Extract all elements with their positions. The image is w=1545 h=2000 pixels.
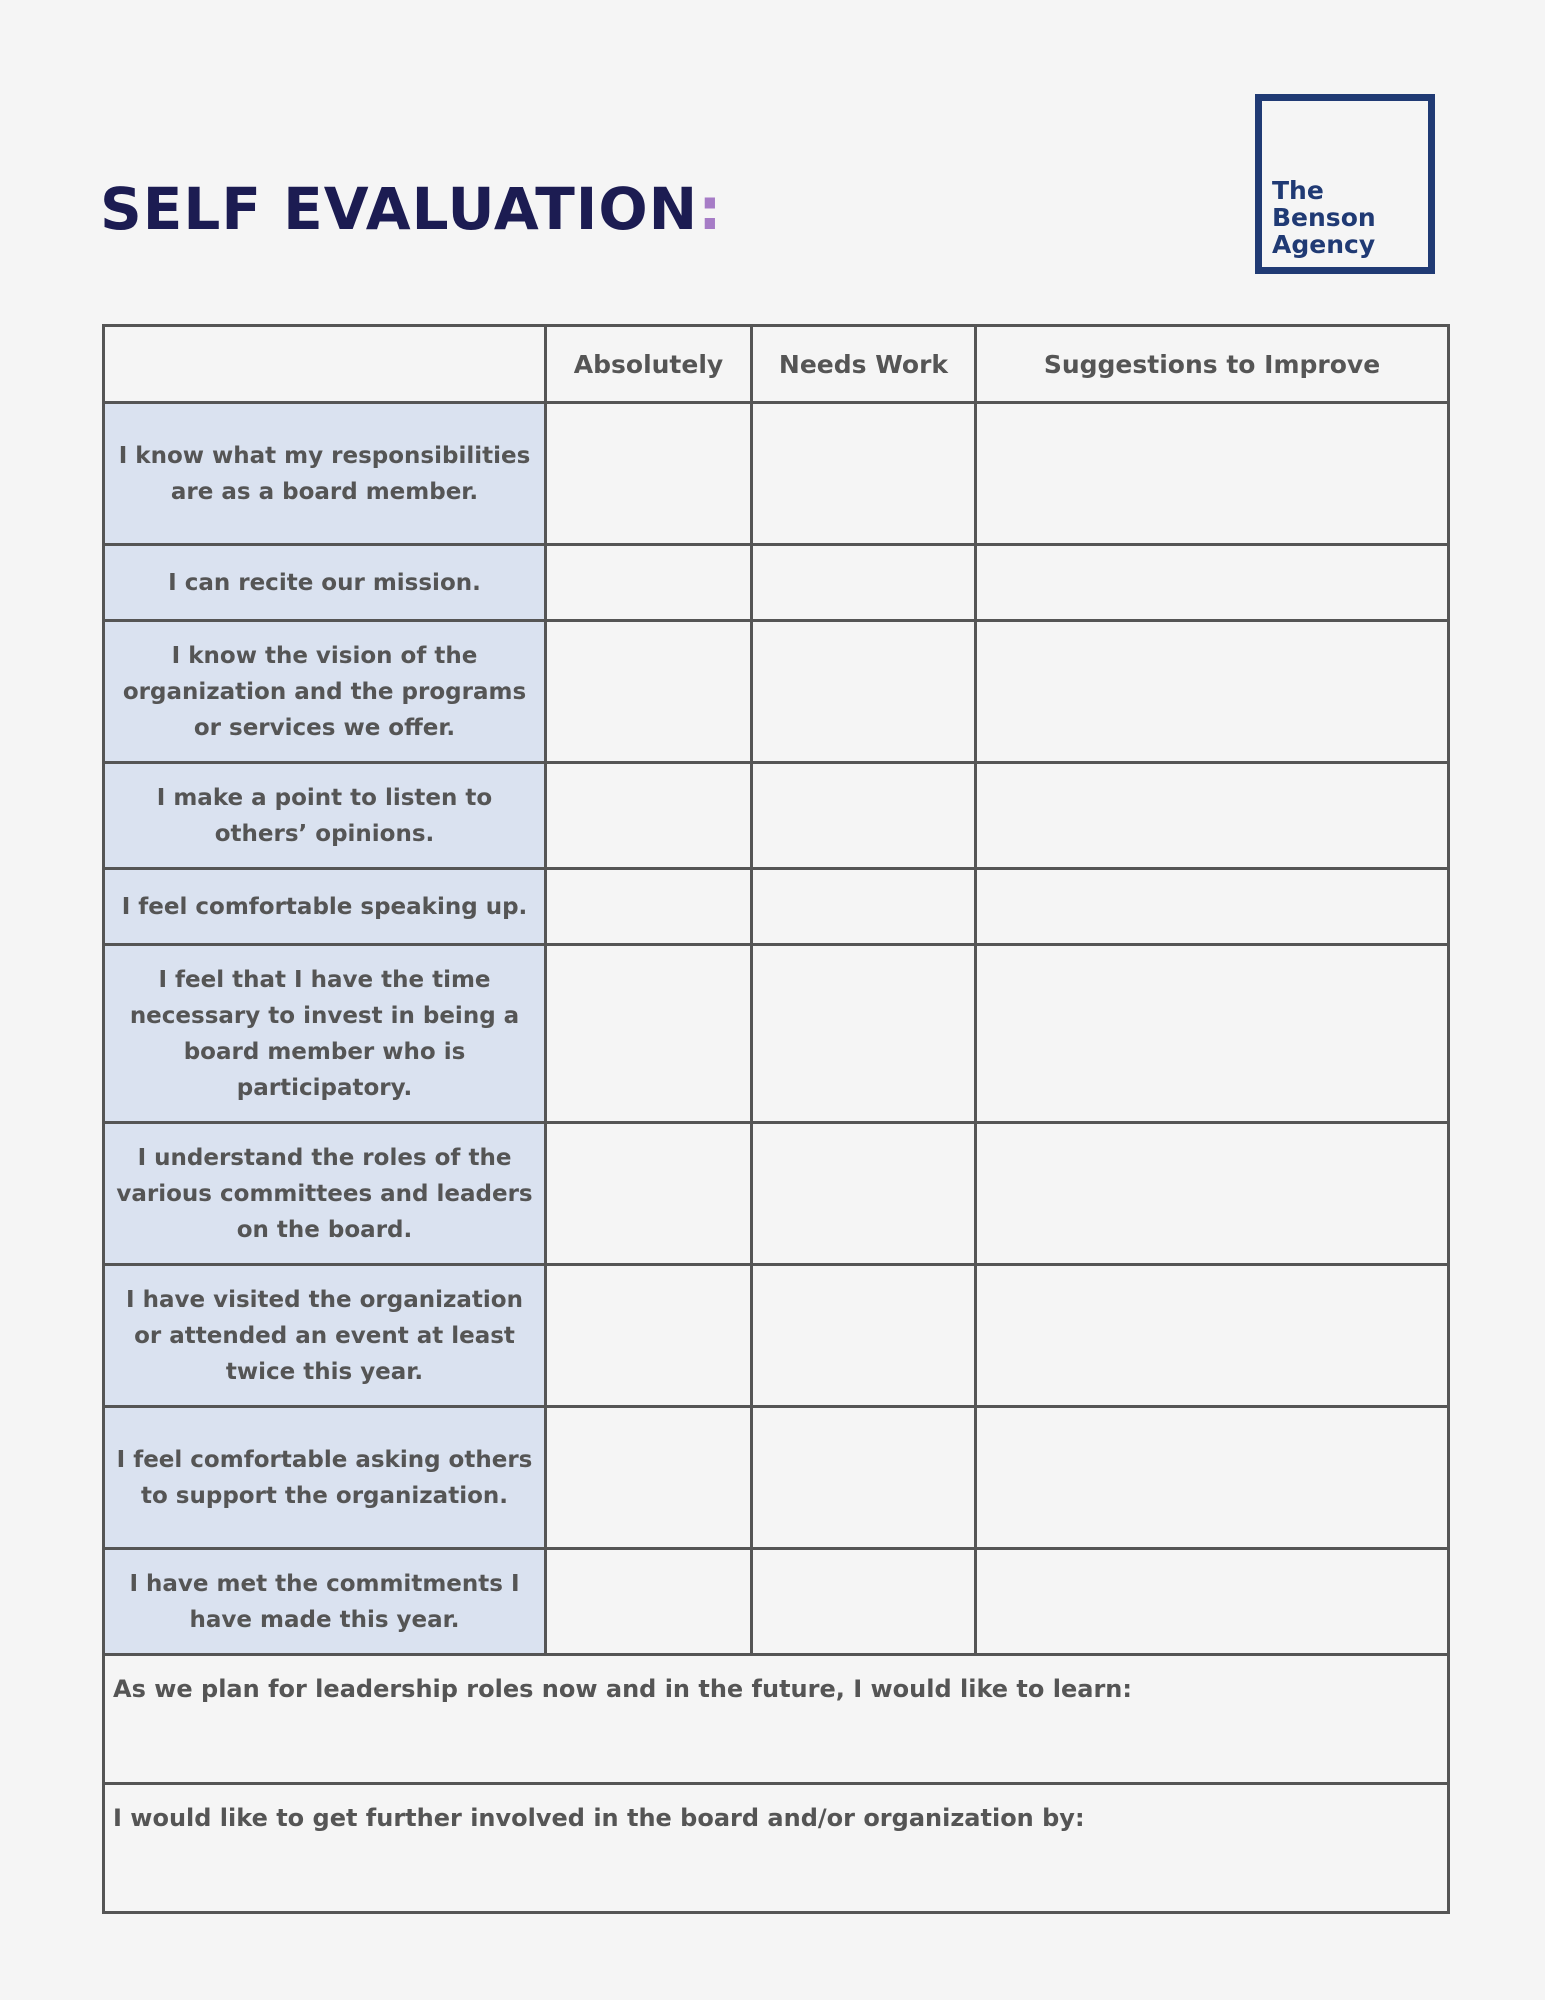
absolutely-cell[interactable] bbox=[546, 869, 752, 945]
needs-work-cell[interactable] bbox=[752, 1123, 976, 1265]
statement-cell: I make a point to listen to others’ opinions. bbox=[104, 763, 546, 869]
further-involvement-field[interactable]: I would like to get further involved in the board and/or organization by: bbox=[104, 1784, 1449, 1913]
leadership-learn-field[interactable]: As we plan for leadership roles now and in the future, I would like to learn: bbox=[104, 1655, 1449, 1784]
statement-cell: I feel comfortable speaking up. bbox=[104, 869, 546, 945]
absolutely-cell[interactable] bbox=[546, 1407, 752, 1549]
suggestions-cell[interactable] bbox=[976, 1265, 1449, 1407]
further-involvement-row bbox=[104, 1784, 1449, 1913]
table-row bbox=[104, 945, 1449, 1123]
table-row bbox=[104, 1265, 1449, 1407]
statement-cell: I have visited the organization or attended an event at least twice this year. bbox=[104, 1265, 546, 1407]
statement-cell: I understand the roles of the various committees and leaders on the board. bbox=[104, 1123, 546, 1265]
needs-work-cell[interactable] bbox=[752, 945, 976, 1123]
statement-cell: I have met the commitments I have made this year. bbox=[104, 1549, 546, 1655]
absolutely-cell[interactable] bbox=[546, 1265, 752, 1407]
needs-work-cell[interactable] bbox=[752, 1407, 976, 1549]
suggestions-cell[interactable] bbox=[976, 1549, 1449, 1655]
table-row bbox=[104, 1407, 1449, 1549]
suggestions-cell[interactable] bbox=[976, 763, 1449, 869]
self-evaluation-table bbox=[102, 324, 1450, 1914]
benson-agency-logo bbox=[1255, 94, 1435, 274]
title-colon: : bbox=[698, 175, 723, 243]
suggestions-cell[interactable] bbox=[976, 945, 1449, 1123]
logo-text bbox=[1272, 177, 1376, 258]
suggestions-cell[interactable] bbox=[976, 1407, 1449, 1549]
page-title bbox=[100, 175, 723, 243]
needs-work-cell[interactable] bbox=[752, 1549, 976, 1655]
needs-work-cell[interactable] bbox=[752, 1265, 976, 1407]
absolutely-cell[interactable] bbox=[546, 621, 752, 763]
absolutely-cell[interactable] bbox=[546, 1123, 752, 1265]
header-absolutely: Absolutely bbox=[546, 326, 752, 403]
logo-line-3: Agency bbox=[1272, 230, 1376, 259]
needs-work-cell[interactable] bbox=[752, 869, 976, 945]
statement-cell: I can recite our mission. bbox=[104, 545, 546, 621]
absolutely-cell[interactable] bbox=[546, 403, 752, 545]
statement-cell: I feel comfortable asking others to support the organization. bbox=[104, 1407, 546, 1549]
header-needs-work: Needs Work bbox=[752, 326, 976, 403]
suggestions-cell[interactable] bbox=[976, 1123, 1449, 1265]
statement-cell: I feel that I have the time necessary to invest in being a board member who is participatory. bbox=[104, 945, 546, 1123]
suggestions-cell[interactable] bbox=[976, 869, 1449, 945]
absolutely-cell[interactable] bbox=[546, 763, 752, 869]
statement-cell: I know what my responsibilities are as a board member. bbox=[104, 403, 546, 545]
table-row bbox=[104, 545, 1449, 621]
page-title-text: SELF EVALUATION bbox=[100, 175, 699, 243]
logo-line-2: Benson bbox=[1272, 203, 1376, 232]
header-suggestions: Suggestions to Improve bbox=[976, 326, 1449, 403]
table-row bbox=[104, 1549, 1449, 1655]
needs-work-cell[interactable] bbox=[752, 763, 976, 869]
header-blank bbox=[104, 326, 546, 403]
absolutely-cell[interactable] bbox=[546, 1549, 752, 1655]
table-header-row bbox=[104, 326, 1449, 403]
leadership-learn-row bbox=[104, 1655, 1449, 1784]
suggestions-cell[interactable] bbox=[976, 621, 1449, 763]
needs-work-cell[interactable] bbox=[752, 545, 976, 621]
needs-work-cell[interactable] bbox=[752, 621, 976, 763]
table-row bbox=[104, 869, 1449, 945]
needs-work-cell[interactable] bbox=[752, 403, 976, 545]
absolutely-cell[interactable] bbox=[546, 545, 752, 621]
statement-cell: I know the vision of the organization and the programs or services we offer. bbox=[104, 621, 546, 763]
table-row bbox=[104, 1123, 1449, 1265]
suggestions-cell[interactable] bbox=[976, 545, 1449, 621]
absolutely-cell[interactable] bbox=[546, 945, 752, 1123]
table-row bbox=[104, 403, 1449, 545]
table-row bbox=[104, 621, 1449, 763]
suggestions-cell[interactable] bbox=[976, 403, 1449, 545]
table-row bbox=[104, 763, 1449, 869]
logo-line-1: The bbox=[1272, 176, 1324, 205]
